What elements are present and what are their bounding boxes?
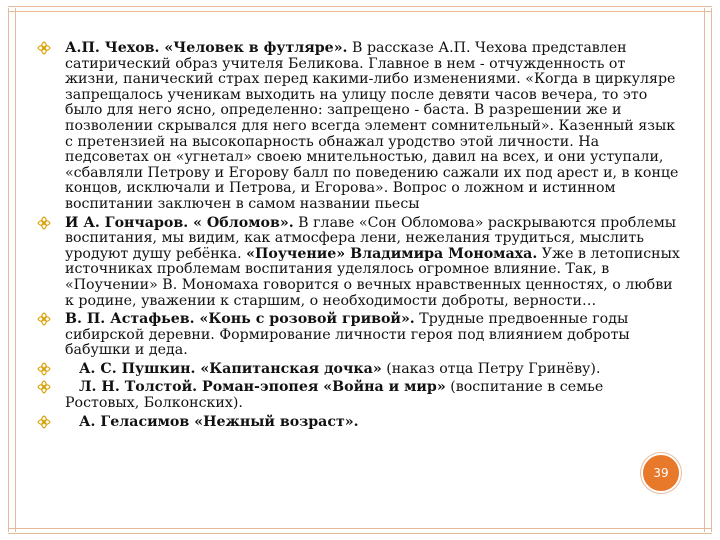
- fleuron-bullet-icon: [37, 312, 51, 326]
- item-subtext: Уже в летописных источниках проблемам воспитания уделялось огромное влияние. Так, в «Поучении» В. Мономаха говорится о вечных нравственных ценностях, о любви к родине, уважении к старшим, о необходимости доброты, верности…: [65, 245, 680, 309]
- bullet-list: [40, 41, 680, 433]
- page-number: 39: [653, 466, 669, 480]
- fleuron-bullet-icon: [37, 415, 51, 429]
- item-heading: А.П. Чехов. «Человек в футляре».: [65, 40, 348, 56]
- list-item: [40, 216, 680, 310]
- item-text: В рассказе А.П. Чехова представлен сатирический образ учителя Беликова. Главное в нем - отчужденность от жизни, панический страх перед какими-либо изменениями. «Когда в циркуляре запрещалось ученикам выходить на улицу после девяти часов вечера, то это было для него ясно, определенно: запрещено - баста. В разрешении же и позволении скрывался для него всегда элемент сомнительный». Казенный язык с претензией на высокопарность обнажал уродство этой личности. На педсоветах он «угнетал» своею мнительностью, давил на всех, и они уступали, «сбавляли Петрову и Егорову балл по поведению сажали их под арест и, в конце концов, исключали и Петрова, и Егорова». Вопрос о ложном и истинном воспитании заключен в самом названии пьесы: [65, 40, 679, 212]
- right-frame-border: [704, 8, 712, 532]
- list-item: [40, 41, 680, 213]
- item-heading: А. Гелаcимов «Нежный возраст».: [79, 413, 359, 430]
- top-frame-border: [8, 6, 712, 12]
- left-frame-border: [8, 8, 16, 532]
- list-item: [40, 312, 680, 359]
- item-subheading: «Поучение» Владимира Мономаха.: [246, 245, 538, 262]
- item-heading: И А. Гончаров. « Обломов».: [65, 214, 294, 231]
- fleuron-bullet-icon: [37, 380, 51, 394]
- item-text: В главе «Сон Обломова» раскрываются проблемы воспитания, мы видим, как атмосфера лени, нежелания трудиться, мыслить уродуют душу ребёнка.: [65, 214, 677, 262]
- fleuron-bullet-icon: [37, 41, 51, 55]
- item-text: Трудные предвоенные годы сибирской деревни. Формирование личности героя под влиянием доброты бабушки и деда.: [65, 311, 630, 359]
- list-item: [40, 362, 680, 378]
- bottom-frame-border: [8, 528, 712, 534]
- list-item: [40, 415, 680, 431]
- list-item: [40, 380, 680, 411]
- page-number-badge: [641, 453, 681, 493]
- item-text: (воспитание в семье Ростовых, Болконских).: [65, 379, 604, 412]
- item-heading: В. П. Астафьев. «Конь с розовой гривой».: [65, 311, 415, 328]
- item-text: (наказ отца Петру Гринёву).: [381, 360, 601, 377]
- fleuron-bullet-icon: [37, 362, 51, 376]
- fleuron-bullet-icon: [37, 216, 51, 230]
- item-heading: Л. Н. Толстой. Роман-эпопея «Война и мир»: [79, 379, 446, 396]
- item-heading: А. С. Пушкин. «Капитанская дочка»: [79, 360, 382, 377]
